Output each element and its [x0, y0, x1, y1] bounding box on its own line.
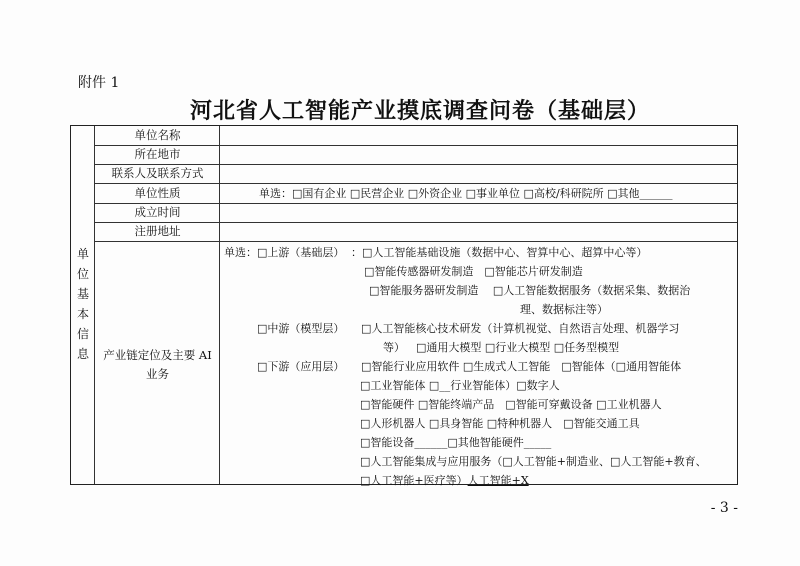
document-title: 河北省人工智能产业摸底调查问卷（基础层）: [190, 98, 651, 124]
section-label: 单位基本信息: [76, 247, 89, 361]
divider: [95, 241, 737, 242]
ai-plus-x-text: 人工智能+X: [467, 474, 529, 487]
option-line[interactable]: □智能行业应用软件 □生成式人工智能 □智能体（□通用智能体: [361, 360, 682, 373]
option-line[interactable]: 单选：□上游（基础层）: [224, 246, 345, 259]
option-line[interactable]: [360, 471, 529, 490]
unit-type-options[interactable]: 单选：□国有企业 □民营企业 □外资企业 □事业单位 □高校/科研院所 □其他______: [259, 187, 673, 200]
row-label: 注册地址: [134, 224, 181, 238]
option-line[interactable]: □工业智能体 □__行业智能体）□数字人: [360, 379, 560, 392]
option-line: 等）: [383, 341, 405, 354]
row-label: 成立时间: [134, 205, 181, 219]
option-line[interactable]: ：□人工智能基础设施（数据中心、智算中心、超算中心等）: [351, 246, 648, 259]
option-line[interactable]: □智能硬件 □智能终端产品 □智能可穿戴设备 □工业机器人: [360, 398, 662, 411]
survey-table: [70, 125, 738, 485]
option-line[interactable]: □人形机器人 □具身智能 □特种机器人 □智能交通工具: [360, 417, 640, 430]
option-line[interactable]: □人工智能集成与应用服务（□人工智能+制造业、□人工智能+教育、: [360, 455, 707, 468]
option-line[interactable]: □人工智能核心技术研发（计算机视觉、自然语言处理、机器学习: [361, 322, 680, 335]
option-line[interactable]: □通用大模型 □行业大模型 □任务型模型: [416, 341, 620, 354]
option-text: □人工智能+医疗等）: [360, 474, 468, 487]
attachment-label: 附件 1: [78, 75, 120, 91]
option-line[interactable]: □智能传感器研发制造 □智能芯片研发制造: [364, 265, 583, 278]
row-label: 单位名称: [134, 128, 181, 142]
option-line: 理、数据标注等）: [520, 303, 608, 316]
row-label: 单位性质: [134, 186, 181, 200]
option-line[interactable]: □中游（模型层）: [257, 322, 345, 335]
option-line[interactable]: □智能服务器研发制造 □人工智能数据服务（数据采集、数据治: [369, 284, 691, 297]
row-label: 联系人及联系方式: [111, 166, 204, 180]
option-line[interactable]: □智能设备______□其他智能硬件_____: [360, 436, 552, 449]
row-label: 所在地市: [134, 147, 181, 161]
industry-label: 产业链定位及主要 AI 业务: [103, 348, 212, 381]
page-number: - 3 -: [710, 500, 738, 516]
option-line[interactable]: □下游（应用层）: [257, 360, 345, 373]
